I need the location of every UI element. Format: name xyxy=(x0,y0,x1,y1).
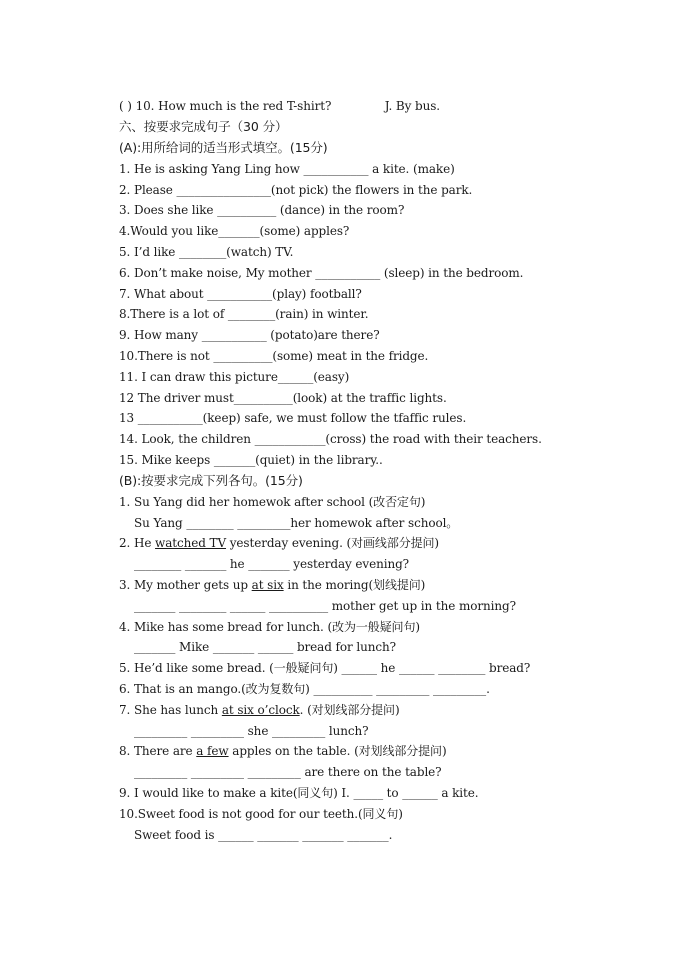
part-a-item: 14. Look, the children ____________(cross) the road with their teachers. xyxy=(119,432,542,446)
part-a-item: 12 The driver must__________(look) at the traffic lights. xyxy=(119,391,447,405)
part-a-item: 3. Does she like __________ (dance) in the room? xyxy=(119,203,405,217)
question-3-prefix: 3. My mother gets up xyxy=(119,578,252,592)
part-b-answer-10: Sweet food is ______ _______ _______ _______. xyxy=(134,828,393,842)
part-a-item: 1. He is asking Yang Ling how ___________ a kite. (make) xyxy=(119,162,455,176)
underlined-phrase: watched TV xyxy=(155,536,227,550)
question-8-prefix: 8. There are xyxy=(119,744,197,758)
part-b-question-5: 5. He’d like some bread. (一般疑问句) ______ he ______ ________ bread? xyxy=(119,661,531,675)
part-a-item: 10.There is not __________(some) meat in the fridge. xyxy=(119,349,429,363)
part-a-item: 7. What about ___________(play) football? xyxy=(119,287,362,301)
question-10 xyxy=(119,96,440,116)
part-b-question-8 xyxy=(119,741,447,761)
question-2-prefix: 2. He xyxy=(119,536,156,550)
question-8-suffix: apples on the table. (对划线部分提问) xyxy=(228,744,447,758)
part-b-answer-1: Su Yang ________ _________her homewok after school。 xyxy=(134,516,459,530)
question-7-suffix: . (对划线部分提问) xyxy=(299,703,400,717)
part-b-question-2 xyxy=(119,533,439,553)
answer-option-j: J. By bus. xyxy=(384,99,441,113)
part-a-item: 13 ___________(keep) safe, we must follow the tfaffic rules. xyxy=(119,411,467,425)
part-a-item: 4.Would you like_______(some) apples? xyxy=(119,224,350,238)
section-title: 六、按要求完成句子（30 分） xyxy=(119,119,288,134)
part-b-question-6: 6. That is an mango.(改为复数句) __________ _________ _________. xyxy=(119,682,490,696)
part-b-title: (B):按要求完成下列各句。(15分) xyxy=(119,473,303,488)
question-3-suffix: in the moring(划线提问) xyxy=(283,578,426,592)
underlined-phrase: at six xyxy=(251,578,284,592)
question-2-suffix: yesterday evening. (对画线部分提问) xyxy=(226,536,440,550)
part-a-item: 2. Please ________________(not pick) the flowers in the park. xyxy=(119,183,473,197)
part-a-item: 6. Don’t make noise, My mother ___________ (sleep) in the bedroom. xyxy=(119,266,524,280)
part-b-answer-8: _________ _________ _________ are there on the table? xyxy=(134,765,442,779)
part-a-item: 5. I’d like ________(watch) TV. xyxy=(119,245,294,259)
part-b-answer-2: ________ _______ he _______ yesterday evening? xyxy=(134,557,410,571)
part-b-question-10: 10.Sweet food is not good for our teeth.(同义句) xyxy=(119,807,403,821)
part-a-item: 9. How many ___________ (potato)are there? xyxy=(119,328,380,342)
part-b-answer-3: _______ ________ ______ __________ mother get up in the morning? xyxy=(134,599,516,613)
part-a-item: 8.There is a lot of ________(rain) in winter. xyxy=(119,307,369,321)
question-10-text: ( ) 10. How much is the red T-shirt? xyxy=(119,99,332,113)
part-b-answer-4: _______ Mike _______ ______ bread for lunch? xyxy=(134,640,396,654)
part-b-question-1: 1. Su Yang did her homewok after school (改否定句) xyxy=(119,495,426,509)
part-a-title: (A):用所给词的适当形式填空。(15分) xyxy=(119,140,328,155)
part-b-answer-7: _________ _________ she _________ lunch? xyxy=(134,724,369,738)
underlined-phrase: a few xyxy=(196,744,229,758)
underlined-phrase: at six o’clock xyxy=(221,703,300,717)
part-b-question-4: 4. Mike has some bread for lunch. (改为一般疑问句) xyxy=(119,620,420,634)
part-b-question-7 xyxy=(119,700,400,720)
part-b-question-3 xyxy=(119,575,425,595)
question-7-prefix: 7. She has lunch xyxy=(119,703,222,717)
part-a-item: 15. Mike keeps _______(quiet) in the library.. xyxy=(119,453,383,467)
part-b-question-9: 9. I would like to make a kite(同义句) I. _____ to ______ a kite. xyxy=(119,786,479,800)
part-a-item: 11. I can draw this picture______(easy) xyxy=(119,370,350,384)
